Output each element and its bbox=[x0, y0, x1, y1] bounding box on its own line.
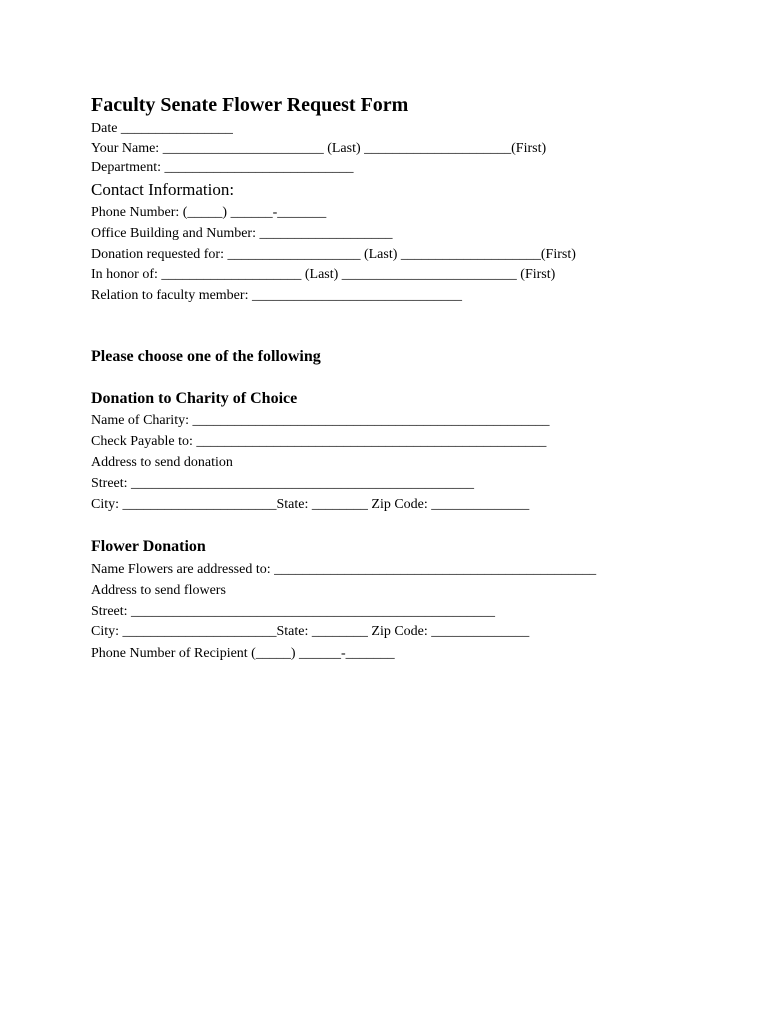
check-payable-field[interactable]: Check Payable to: __________________________________________________ bbox=[91, 434, 547, 449]
flowers-address-label: Address to send flowers bbox=[91, 583, 226, 598]
phone-number-field[interactable]: Phone Number: (_____) ______-_______ bbox=[91, 205, 327, 220]
your-name-field[interactable]: Your Name: _______________________ (Last) _____________________(First) bbox=[91, 141, 547, 156]
flower-section-heading: Flower Donation bbox=[91, 538, 206, 555]
charity-name-field[interactable]: Name of Charity: ___________________________________________________ bbox=[91, 413, 550, 428]
office-building-field[interactable]: Office Building and Number: ___________________ bbox=[91, 226, 393, 241]
date-field[interactable]: Date ________________ bbox=[91, 121, 233, 136]
contact-information-heading: Contact Information: bbox=[91, 180, 235, 199]
choose-one-heading: Please choose one of the following bbox=[91, 348, 321, 365]
charity-address-label: Address to send donation bbox=[91, 455, 233, 470]
department-field[interactable]: Department: ___________________________ bbox=[91, 160, 354, 175]
flowers-street-field[interactable]: Street: ____________________________________________________ bbox=[91, 604, 496, 619]
charity-section-heading: Donation to Charity of Choice bbox=[91, 390, 298, 407]
relation-field[interactable]: Relation to faculty member: ______________________________ bbox=[91, 288, 462, 303]
form-title: Faculty Senate Flower Request Form bbox=[91, 94, 409, 116]
flowers-addressed-to-field[interactable]: Name Flowers are addressed to: ______________________________________________ bbox=[91, 562, 597, 577]
recipient-phone-field[interactable]: Phone Number of Recipient (_____) ______-_______ bbox=[91, 646, 395, 661]
charity-city-state-zip-field[interactable]: City: ______________________State: ________ Zip Code: ______________ bbox=[91, 497, 530, 512]
donation-requested-for-field[interactable]: Donation requested for: ___________________ (Last) ____________________(First) bbox=[91, 247, 576, 262]
in-honor-of-field[interactable]: In honor of: ____________________ (Last) _________________________ (First) bbox=[91, 267, 556, 282]
flowers-city-state-zip-field[interactable]: City: ______________________State: ________ Zip Code: ______________ bbox=[91, 624, 530, 639]
charity-street-field[interactable]: Street: _________________________________________________ bbox=[91, 476, 475, 491]
